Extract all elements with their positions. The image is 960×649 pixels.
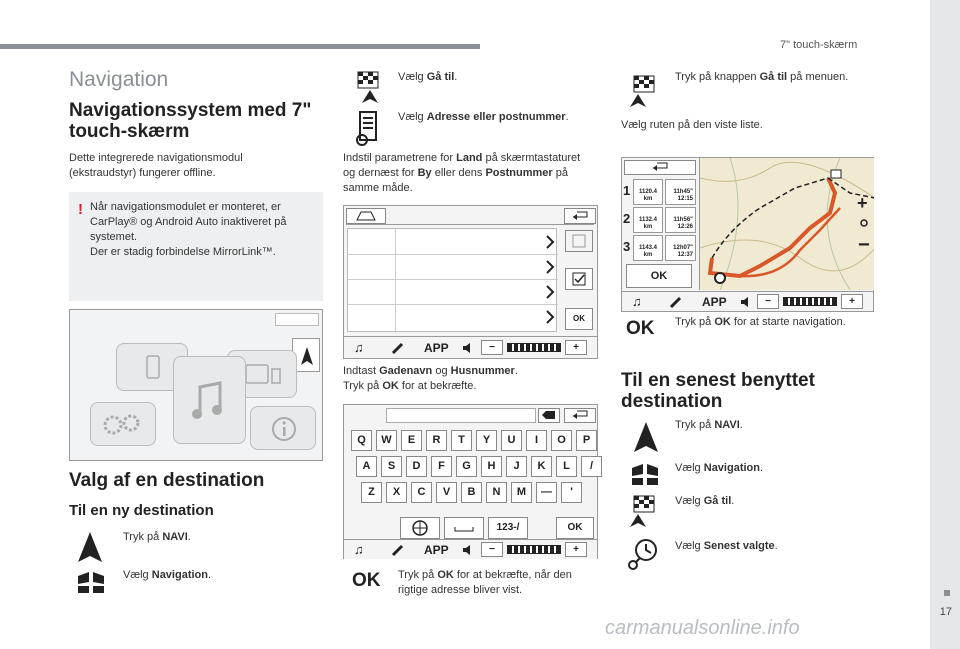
street-text: Indtast Gadenavn og Husnummer. Tryk på OK for at bekræfte. — [343, 365, 518, 392]
warning-icon: ! — [78, 201, 83, 218]
map-icon — [347, 209, 385, 223]
back-icon — [625, 161, 695, 174]
checkbox-icon — [566, 231, 592, 251]
backspace-button[interactable] — [538, 408, 560, 423]
key[interactable]: F — [431, 456, 452, 477]
volume-up-button[interactable]: + — [565, 340, 587, 355]
navigation-menu-icon — [76, 570, 106, 594]
route-eta: 12:26 — [677, 224, 693, 230]
numeric-keys-button[interactable]: 123-/ — [488, 517, 528, 539]
volume-up-button[interactable]: + — [565, 542, 587, 557]
chevron-right-icon[interactable] — [545, 259, 555, 275]
key[interactable]: Z — [361, 482, 382, 503]
backspace-icon — [539, 409, 559, 422]
navi-arrow-icon — [76, 530, 104, 564]
route-time: 11h45" — [673, 189, 693, 195]
phone-handset-icon[interactable] — [390, 543, 406, 557]
space-key[interactable] — [444, 517, 484, 539]
route-list-text: Vælg ruten på den viste liste. — [621, 119, 763, 131]
key[interactable]: I — [526, 430, 547, 451]
ok-label: OK — [352, 570, 381, 591]
keyboard-ok-button[interactable]: OK — [556, 517, 594, 539]
route-map-graphic — [700, 158, 874, 290]
key[interactable]: V — [436, 482, 457, 503]
globe-icon — [401, 518, 439, 538]
watermark: carmanualsonline.info — [605, 617, 800, 639]
bottom-bar — [622, 291, 873, 311]
key[interactable]: O — [551, 430, 572, 451]
checkbox-checked[interactable] — [565, 268, 593, 290]
route-number: 3 — [623, 239, 631, 254]
checkbox-empty[interactable] — [565, 230, 593, 252]
step-recent-navigation: Vælg Navigation. — [675, 462, 764, 474]
route-option[interactable] — [622, 179, 698, 206]
music-icon[interactable]: ♫ — [354, 542, 364, 557]
key[interactable]: M — [511, 482, 532, 503]
route-option[interactable] — [622, 207, 698, 234]
bottom-bar — [344, 539, 597, 559]
app-button[interactable]: APP — [702, 295, 727, 309]
svg-text:−: − — [858, 234, 870, 256]
phone-handset-icon[interactable] — [390, 341, 406, 355]
volume-down-button[interactable]: − — [481, 340, 503, 355]
key[interactable]: R — [426, 430, 447, 451]
step-navigation: Vælg Navigation. — [123, 569, 212, 581]
key[interactable]: N — [486, 482, 507, 503]
new-destination-heading: Til en ny destination — [69, 502, 214, 519]
route-distance: 1132.4 km — [633, 207, 663, 233]
key[interactable]: U — [501, 430, 522, 451]
key[interactable]: G — [456, 456, 477, 477]
navigation-menu-icon — [630, 462, 660, 486]
key[interactable]: E — [401, 430, 422, 451]
route-duration — [665, 207, 696, 233]
key[interactable]: S — [381, 456, 402, 477]
route-eta: 12:15 — [677, 196, 693, 202]
key[interactable]: B — [461, 482, 482, 503]
params-text: Indstil parametrene for Land på skærmtastaturet og dernæst for By eller dens Postnummer på samme måde. — [343, 152, 581, 194]
keyboard-screen — [343, 404, 598, 559]
media-tile[interactable] — [173, 356, 246, 444]
section-title: Navigation — [69, 68, 169, 91]
key[interactable]: ' — [561, 482, 582, 503]
back-button[interactable] — [624, 160, 696, 175]
music-icon[interactable]: ♫ — [632, 294, 642, 309]
step-recent-navi: Tryk på NAVI. — [675, 419, 743, 431]
volume-down-button[interactable]: − — [481, 542, 503, 557]
step-recent-select: Vælg Senest valgte. — [675, 540, 778, 552]
route-screen — [621, 157, 874, 312]
header-rule — [0, 44, 480, 49]
info-tile[interactable] — [250, 406, 316, 450]
settings-tile[interactable] — [90, 402, 156, 446]
chevron-right-icon[interactable] — [545, 309, 555, 325]
app-button[interactable]: APP — [424, 543, 449, 557]
volume-level[interactable] — [507, 343, 561, 352]
info-icon — [251, 407, 317, 451]
key[interactable]: Q — [351, 430, 372, 451]
goto-flag-icon — [626, 74, 658, 110]
back-icon — [565, 209, 595, 223]
key[interactable]: T — [451, 430, 472, 451]
volume-icon[interactable] — [462, 342, 474, 354]
app-button[interactable]: APP — [424, 341, 449, 355]
goto-flag-icon — [626, 494, 658, 530]
back-button[interactable] — [564, 408, 596, 423]
route-ok-button[interactable]: OK — [626, 264, 692, 288]
key[interactable]: / — [581, 456, 602, 477]
volume-down-button[interactable]: − — [757, 294, 779, 309]
key[interactable]: C — [411, 482, 432, 503]
ok-label: OK — [626, 318, 655, 339]
page-marker — [944, 590, 950, 596]
chevron-right-icon[interactable] — [545, 234, 555, 250]
home-screen-panel — [69, 309, 323, 461]
route-time: 11h56" — [673, 217, 693, 223]
address-form-screen — [343, 205, 598, 359]
step-recent-goto: Vælg Gå til. — [675, 495, 735, 507]
bottom-bar — [344, 336, 597, 358]
key[interactable]: K — [531, 456, 552, 477]
step-navi: Tryk på NAVI. — [123, 531, 191, 543]
check-icon — [566, 269, 592, 289]
address-fields — [347, 228, 557, 332]
step-ok-confirm: Tryk på OK for at bekræfte, når den rigtige adresse bliver vist. — [398, 569, 572, 596]
step-address: Vælg Adresse eller postnummer. — [398, 111, 569, 123]
music-icon[interactable]: ♫ — [354, 340, 364, 355]
volume-level[interactable] — [507, 545, 561, 554]
step-goto-button: Tryk på knappen Gå til på menuen. — [675, 71, 849, 83]
phone-handset-icon[interactable] — [668, 295, 684, 309]
back-button[interactable] — [564, 208, 596, 224]
page-number: 17 — [939, 606, 952, 618]
goto-flag-icon — [352, 70, 382, 104]
route-eta: 12:37 — [677, 252, 693, 258]
recent-destinations-icon — [626, 536, 660, 572]
route-time: 12h07" — [673, 245, 693, 251]
destination-heading: Valg af en destination — [69, 470, 265, 491]
key[interactable]: P — [576, 430, 597, 451]
key[interactable]: H — [481, 456, 502, 477]
address-icon — [352, 110, 382, 146]
route-map[interactable] — [699, 158, 874, 290]
step-goto: Vælg Gå til. — [398, 71, 458, 83]
intro-text: Dette integrerede navigationsmodul (ekstraudstyr) fungerer offline. — [69, 152, 243, 179]
route-duration — [665, 179, 696, 205]
language-button[interactable] — [400, 517, 440, 539]
chapter-title: 7" touch-skærm — [780, 39, 858, 51]
volume-up-button[interactable]: + — [841, 294, 863, 309]
text-entry-field[interactable] — [386, 408, 536, 423]
route-distance: 1143.4 km — [633, 235, 663, 261]
route-number: 2 — [623, 211, 631, 226]
route-duration — [665, 235, 696, 261]
page-heading: Navigationssystem med 7" touch-skærm — [69, 100, 312, 142]
recent-destination-heading: Til en senest benyttet destination — [621, 370, 815, 412]
warning-text-1: Når navigationsmodulet er monteret, er CarPlay® og Android Auto inaktiveret på systemet. — [90, 201, 287, 243]
navi-arrow-icon — [632, 420, 660, 454]
route-number: 1 — [623, 183, 631, 198]
volume-level[interactable] — [783, 297, 837, 306]
key[interactable]: Y — [476, 430, 497, 451]
key[interactable]: L — [556, 456, 577, 477]
key[interactable]: J — [506, 456, 527, 477]
key[interactable]: — — [536, 482, 557, 503]
back-icon — [565, 409, 595, 422]
step-start-navigation: Tryk på OK for at starte navigation. — [675, 316, 846, 328]
svg-text:+: + — [857, 193, 868, 213]
key[interactable]: A — [356, 456, 377, 477]
space-icon — [445, 518, 483, 538]
key[interactable]: X — [386, 482, 407, 503]
gears-icon — [91, 403, 157, 447]
page-sidebar — [930, 0, 960, 649]
status-slot — [275, 313, 319, 326]
chevron-right-icon[interactable] — [545, 284, 555, 300]
key[interactable]: D — [406, 456, 427, 477]
warning-box — [69, 192, 323, 301]
volume-icon[interactable] — [462, 544, 474, 556]
map-tab[interactable] — [346, 208, 386, 224]
route-option[interactable] — [622, 235, 698, 262]
volume-icon[interactable] — [740, 296, 752, 308]
route-distance: 1120.4 km — [633, 179, 663, 205]
warning-text-2: Der er stadig forbindelse MirrorLink™. — [90, 246, 276, 258]
key[interactable]: W — [376, 430, 397, 451]
form-ok-button[interactable]: OK — [565, 308, 593, 330]
music-note-icon — [174, 357, 247, 445]
